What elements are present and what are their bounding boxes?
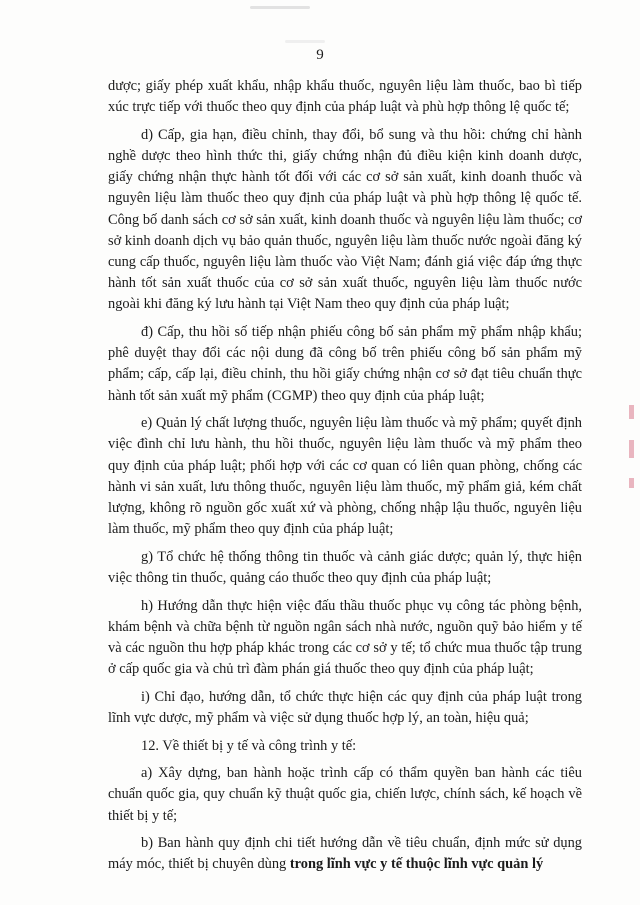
scan-smudge (250, 6, 310, 9)
document-body (108, 76, 582, 882)
paragraph-12b-text: b) Ban hành quy định chi tiết hướng dẫn về tiêu chuẩn, định mức sử dụng máy móc, thiết bị chuyên dùng (108, 835, 582, 873)
page-number: 9 (316, 47, 324, 63)
paragraph-d: d) Cấp, gia hạn, điều chỉnh, thay đổi, bổ sung và thu hồi: chứng chỉ hành nghề dược theo hình thức thi, giấy chứng nhận đủ điều kiện kinh doanh dược, giấy chứng nhận thực hành tốt đối với các cơ sở sản xuất, kinh doanh thuốc và nguyên liệu làm thuốc theo quy định của pháp luật và phù hợp thông lệ quốc tế. Công bố danh sách cơ sở sản xuất, kinh doanh thuốc và nguyên liệu làm thuốc; cơ sở kinh doanh dịch vụ bảo quản thuốc, nguyên liệu làm thuốc nước ngoài đăng ký cung cấp thuốc, nguyên liệu làm thuốc vào Việt Nam; đánh giá việc đáp ứng thực hành tốt sản xuất thuốc của cơ sở sản xuất thuốc, nguyên liệu làm thuốc nước ngoài khi đăng ký lưu hành tại Việt Nam theo quy định của pháp luật; (108, 126, 582, 313)
paragraph-12b-bold: trong lĩnh vực y tế thuộc lĩnh vực quản lý (289, 856, 544, 873)
scan-edge-mark (629, 405, 634, 419)
paragraph-continuation: dược; giấy phép xuất khẩu, nhập khẩu thuốc, nguyên liệu làm thuốc, bao bì tiếp xúc trực tiếp với thuốc theo quy định của pháp luật và phù hợp thông lệ quốc tế; (108, 78, 582, 116)
paragraph-12b (108, 833, 582, 875)
scan-edge-mark (629, 440, 634, 458)
scan-edge-mark (629, 478, 634, 488)
paragraph-i: i) Chỉ đạo, hướng dẫn, tổ chức thực hiện các quy định của pháp luật trong lĩnh vực dược, mỹ phẩm và việc sử dụng thuốc hợp lý, an toàn, hiệu quả; (108, 688, 582, 727)
paragraph-h: h) Hướng dẫn thực hiện việc đấu thầu thuốc phục vụ công tác phòng bệnh, khám bệnh và chữa bệnh từ nguồn ngân sách nhà nước, nguồn quỹ bảo hiểm y tế và các nguồn thu hợp pháp khác trong các cơ sở y tế; tổ chức mua thuốc tập trung ở cấp quốc gia và chủ trì đàm phán giá thuốc theo quy định của pháp luật; (108, 597, 582, 678)
scan-smudge (285, 40, 325, 43)
paragraph-g: g) Tổ chức hệ thống thông tin thuốc và cảnh giác dược; quản lý, thực hiện việc thông tin thuốc, quảng cáo thuốc theo quy định của pháp luật; (108, 548, 582, 587)
paragraph-12a: a) Xây dựng, ban hành hoặc trình cấp có thẩm quyền ban hành các tiêu chuẩn quốc gia, quy chuẩn kỹ thuật quốc gia, chiến lược, chính sách, kế hoạch về thiết bị y tế; (108, 765, 582, 824)
paragraph-e: e) Quản lý chất lượng thuốc, nguyên liệu làm thuốc và mỹ phẩm; quyết định việc đình chỉ lưu hành, thu hồi thuốc, nguyên liệu làm thuốc và mỹ phẩm theo quy định của pháp luật; phối hợp với các cơ quan có liên quan phòng, chống các hành vi sản xuất, lưu thông thuốc, nguyên liệu làm thuốc, mỹ phẩm giả, kém chất lượng, không rõ nguồn gốc xuất xứ và phòng, chống nhập lậu thuốc, nguyên liệu làm thuốc, mỹ phẩm theo quy định của pháp luật; (108, 415, 582, 538)
paragraph-dd: đ) Cấp, thu hồi số tiếp nhận phiếu công bố sản phẩm mỹ phẩm nhập khẩu; phê duyệt thay đổi các nội dung đã công bố trên phiếu công bố sản phẩm mỹ phẩm; cấp, cấp lại, điều chỉnh, thu hồi giấy chứng nhận cơ sở đạt tiêu chuẩn thực hành tốt sản xuất mỹ phẩm (CGMP) theo quy định của pháp luật; (108, 324, 582, 404)
section-12-heading: 12. Về thiết bị y tế và công trình y tế: (141, 737, 357, 754)
